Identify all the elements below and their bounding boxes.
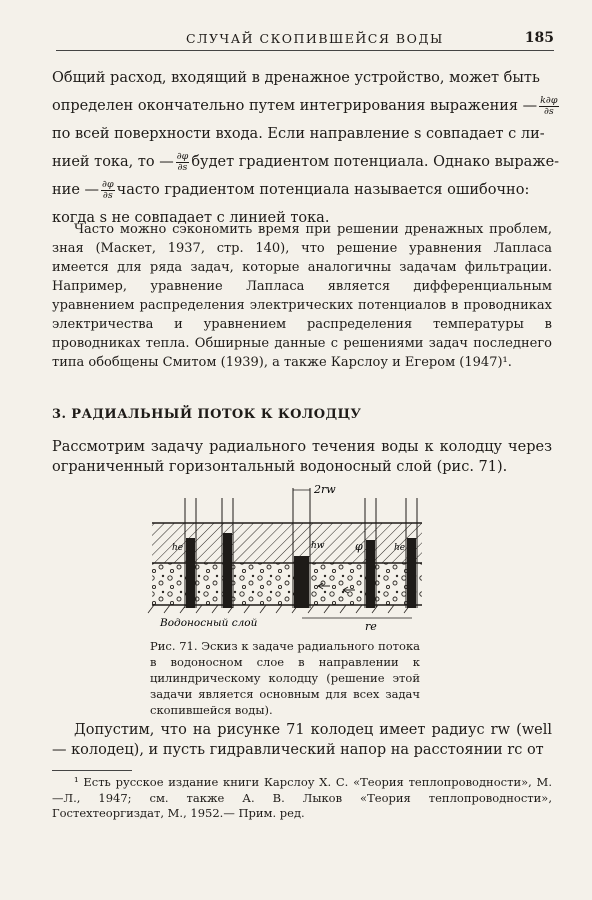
fraction-denominator: ∂s — [177, 161, 188, 173]
fraction-k-dphi-ds — [539, 96, 558, 117]
p1-line-5 — [52, 176, 552, 204]
figure-caption: Рис. 71. Эскиз к задаче радиального потока в водоносном слое в направлении к цилиндрическому колодцу (решение этой задачи является основным для всех задач скопившейся воды). — [150, 639, 420, 717]
p1-line-2 — [52, 92, 558, 120]
p1-line-3: по всей поверхности входа. Если направление s совпадает с ли- — [52, 126, 545, 142]
observation-well-2 — [222, 498, 233, 608]
p1-line-1: Общий расход, входящий в дренажное устройство, может быть — [52, 70, 540, 86]
fraction-denominator: ∂s — [543, 105, 554, 117]
section-heading: 3. РАДИАЛЬНЫЙ ПОТОК К КОЛОДЦУ — [52, 407, 362, 422]
label-hw: hw — [311, 541, 325, 551]
label-he-right: he — [394, 543, 406, 553]
p1-line-4 — [52, 148, 560, 176]
observation-well-4 — [406, 498, 417, 608]
paragraph-4: Допустим, что на рисунке 71 колодец имеет радиус rw (well — колодец), и пусть гидравлический напор на расстоянии rc от — [52, 722, 552, 758]
p1-line-5-start: ние — — [52, 182, 100, 198]
footnote: ¹ Есть русское издание книги Карслоу Х. С. «Теория теплопроводности», М.—Л., 1947; см. также А. В. Лыков «Теория теплопроводности», Гостехтеоргиздат, М., 1952.— Прим. ред. — [52, 775, 552, 820]
label-2rw: 2rw — [314, 483, 336, 496]
label-re: re — [365, 620, 377, 633]
fraction-numerator: ∂φ — [102, 178, 114, 190]
observation-well-1 — [185, 498, 196, 608]
p1-line-6: когда s не совпадает с линией тока. — [52, 210, 330, 226]
observation-well-3 — [365, 498, 376, 608]
figure-71 — [130, 478, 450, 633]
label-he-left: he — [172, 543, 184, 553]
paragraph-3: Рассмотрим задачу радиального течения воды к колодцу через ограниченный горизонтальный водоносный слой (рис. 71). — [52, 439, 552, 475]
page-number: 185 — [524, 30, 554, 46]
label-phi: φ — [355, 540, 363, 553]
running-header — [56, 30, 554, 51]
paragraph-1 — [52, 64, 560, 232]
fraction-denominator: ∂s — [102, 189, 113, 201]
running-title: СЛУЧАЙ СКОПИВШЕЙСЯ ВОДЫ — [186, 31, 444, 46]
p1-line-4-end: будет градиентом потенциала. Однако выраже- — [191, 154, 560, 170]
label-aquifer: Водоносный слой — [160, 617, 258, 629]
p1-line-4-start: нией тока, то — — [52, 154, 174, 170]
fraction-dphi-ds — [176, 152, 190, 173]
fraction-dphi-ds-2 — [101, 180, 115, 201]
fraction-numerator: ∂φ — [176, 150, 189, 162]
footnote-rule — [52, 770, 132, 771]
p1-line-5-end: часто градиентом потенциала называется ошибочно: — [116, 182, 530, 198]
paragraph-2: Часто можно сэкономить время при решении дренажных проблем, зная (Маскет, 1937, стр. 140), что решение уравнения Лапласа имеется для ряда задач, которые аналогичны задачам фильтрации. Например, уравнение Лапласа является дифференциальным уравнением распределения электрических потенциалов в проводниках электричества и уравнением распределения температуры в проводниках тепла. Обширные данные с решениями задач последнего типа обобщены Смитом (1939), а также Карслоу и Егером (1947)¹. — [52, 222, 552, 370]
fraction-numerator: k∂φ — [540, 94, 558, 106]
p1-line-2-text: определен окончательно путем интегрирования выражения — — [52, 98, 538, 114]
